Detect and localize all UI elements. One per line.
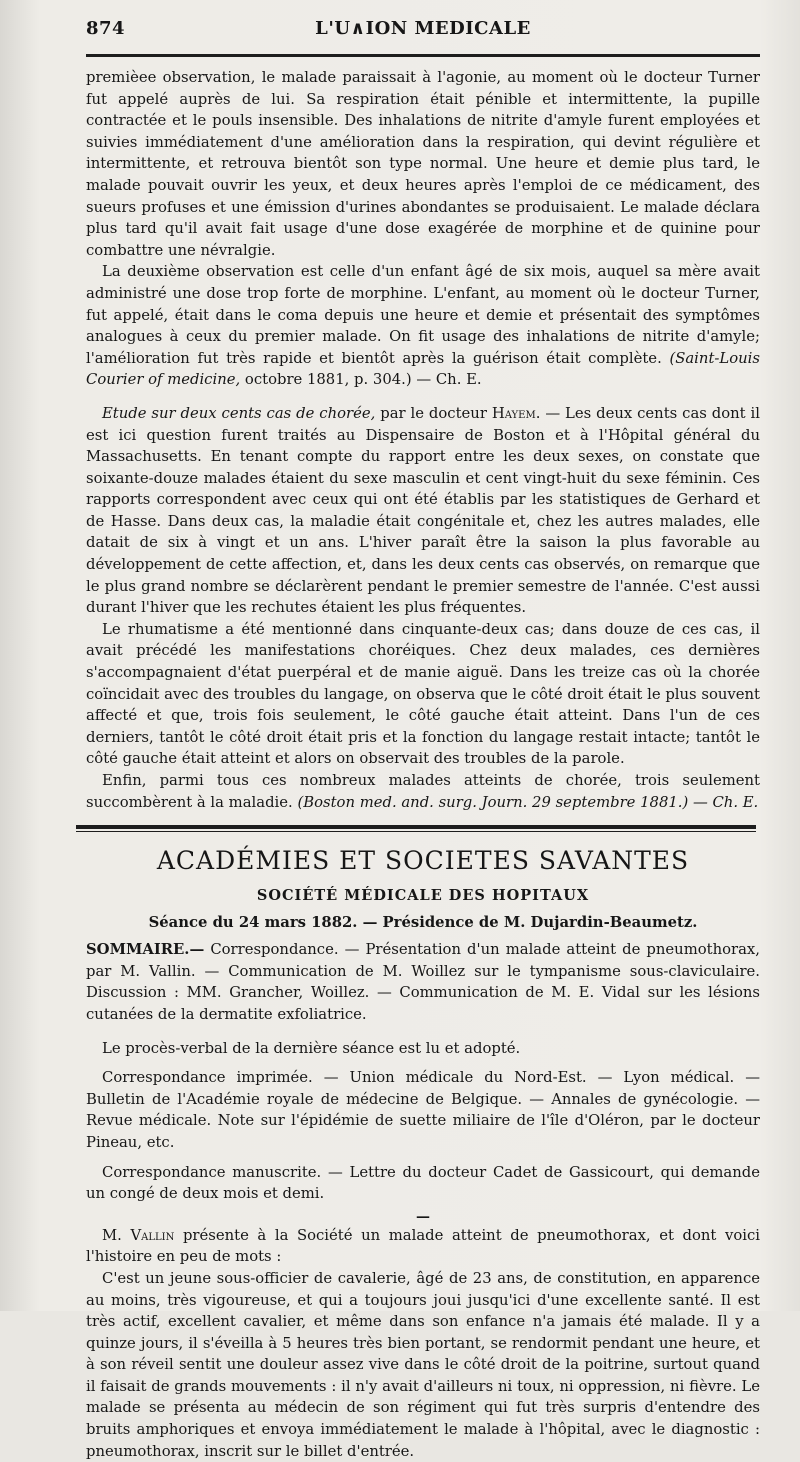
case-history: C'est un jeune sous-officier de cavalerie, âgé de 23 ans, de constitution, en apparence au moins, très vigoureuse, et qui a toujours joui jusqu'ici d'une excellente santé. Il est très actif, excellent cavalier, et même dans son enfance n'a jamais été malade. Il y a quinze jours, il s'éveilla à 5 heures très bien portant, se rendormit pendant une heure, et à son réveil sentit une douleur assez vive dans le côté droit de la poitrine, surtout quand il faisait de grands mouvements : il n'y avait d'ailleurs ni toux, ni oppression, ni fièvre. Le malade se présenta au médecin de son régiment qui fut très surpris d'entendre des bruits amphoriques et envoya immédiatement le malade à l'hôpital, avec le diagnostic : pneumothorax, inscrit sur le billet d'entrée. [86, 1269, 760, 1460]
sommaire [86, 939, 760, 1025]
correspondance-imprimee: Correspondance imprimée. — Union médicale du Nord-Est. — Lyon médical. — Bulletin de l'Académie royale de médecine de Belgique. — Annales de gynécologie. — Revue médicale. Note sur l'épidémie de suette miliaire de l'île d'Oléron, par le docteur Pineau, etc. [86, 1069, 760, 1151]
chorea-author-intro: par le docteur [380, 404, 487, 422]
citation-date: octobre 1881, p. 304.) — Ch. E. [244, 371, 482, 389]
sommaire-block [86, 939, 760, 1025]
vallin-name: M. Vallin [102, 1226, 175, 1244]
correspondance-manuscrite: Correspondance manuscrite. — Lettre du docteur Cadet de Gassicourt, qui demande un congé de deux mois et demi. [86, 1163, 760, 1203]
seance-line: Séance du 24 mars 1882. — Présidence de M. Dujardin-Beaumetz. [148, 914, 698, 932]
paragraph-second-observation [86, 261, 760, 391]
paragraph-chorea-rheumatism: Le rhumatisme a été mentionné dans cinquante-deux cas; dans douze de ces cas, il avait précédé les manifestations choréiques. Chez deux malades, ces dernières s'accompagnaient d'état puerpéral et de manie aiguë. Dans les treize cas où la chorée coïncidait avec des troubles du langage, on observa que le côté droit était le plus souvent affecté et que, trois fois seulement, le côté gauche était atteint. Dans l'un de ces derniers, tantôt le côté droit était pris et la fonction du langage restait intacte; tantôt le côté gauche était atteint et alors on observait des troubles de la parole. [86, 620, 760, 768]
section-rule-thin [76, 831, 756, 832]
vallin-intro-paragraph [86, 1225, 760, 1268]
proces-verbal: Le procès-verbal de la dernière séance est lu et adopté. [102, 1039, 521, 1057]
vallin-intro: présente à la Société un malade atteint de pneumothorax, et dont voici l'histoire en peu de mots : [86, 1226, 760, 1266]
page-header [86, 18, 760, 42]
chorea-citation: (Boston med. and. surg. Journ. 29 septembre 1881.) — Ch. E. [297, 793, 759, 811]
chorea-text-1: — Les deux cents cas dont il est ici question furent traités au Dispensaire de Boston et à l'Hôpital général du Massachusetts. En tenant compte du rapport entre les deux sexes, on constate que soixante-douze malades étaient du sexe masculin et cent vingt-huit du sexe féminin. Ces rapports correspondent avec ceux qui ont été établis par les statistiques de Gerhard et de Hasse. Dans deux cas, la maladie était congénitale et, chez les autres malades, elle datait de six à vingt et un ans. L'hiver paraît être la saison la plus favorable au développement de cette affection, et, dans les deux cents cas observés, on remarque que le plus grand nombre se déclarèrent pendant le premier semestre de l'année. C'est aussi durant l'hiver que les rechutes étaient les plus fréquentes. [86, 404, 760, 617]
sommaire-label: SOMMAIRE.— [86, 941, 205, 959]
section-title: ACADÉMIES ET SOCIETES SAVANTES [156, 846, 690, 876]
page-number: 874 [86, 18, 126, 39]
chorea-author: Hayem. [491, 404, 541, 422]
sommaire-text: Correspondance. — Présentation d'un malade atteint de pneumothorax, par M. Vallin. — Communication de M. Woillez sur le tympanisme sous-claviculaire. Discussion : MM. Grancher, Woillez. — Communication de M. E. Vidal sur les lésions cutanées de la dermatite exfoliatrice. [86, 941, 760, 1023]
society-title: SOCIÉTÉ MÉDICALE DES HOPITAUX [256, 887, 590, 905]
paragraph-chorea-conclusion [86, 770, 760, 813]
header-rule [86, 54, 760, 57]
second-observation-text: La deuxième observation est celle d'un enfant âgé de six mois, auquel sa mère avait administré une dose trop forte de morphine. L'enfant, au moment où le docteur Turner, fut appelé, était dans le coma depuis une heure et demie et présentait des symptômes analogues à ceux du premier malade. On fit usage des inhalations de nitrite d'amyle; l'amélioration fut très rapide et bientôt après la guérison était complète. [86, 263, 760, 367]
separator-dash: — [416, 1208, 430, 1225]
citation-source: (Saint-Louis Courier of medicine, [86, 349, 760, 389]
chorea-text-3: Enfin, parmi tous ces nombreux malades atteints de chorée, trois seulement succombèrent à la maladie. [86, 772, 760, 811]
running-head: L'U∧ION MEDICALE [315, 18, 531, 39]
section-rule [76, 825, 756, 829]
paragraph-chorea-intro [86, 403, 760, 619]
paragraph-first-observation: premièee observation, le malade paraissait à l'agonie, au moment où le docteur Turner fut appelé auprès de lui. Sa respiration était pénible et intermittente, la pupille contractée et le pouls insensible. Des inhalations de nitrite d'amyle furent employées et suivies immédiatement d'une amélioration dans la respiration, qui devint régulière et intermittente, et retrouva bientôt son type normal. Une heure et demie plus tard, le malade pouvait ouvrir les yeux, et deux heures après l'emploi de ce médicament, des sueurs profuses et une émission d'urines abondantes se produisaient. Le malade déclara plus tard qu'il avait fait usage d'une dose exagérée de morphine et de quinine pour combattre une névralgie. [86, 69, 760, 259]
chorea-title: Etude sur deux cents cas de chorée, [102, 404, 376, 422]
